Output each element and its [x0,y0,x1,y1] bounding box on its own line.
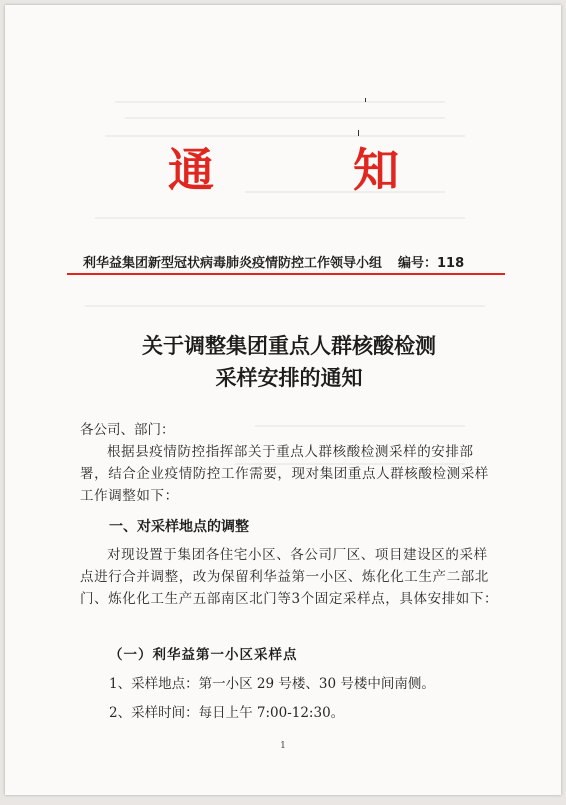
list-item: 2、采样时间：每日上午 7:00-12:30。 [109,705,345,721]
list-item: 1、采样地点：第一小区 29 号楼、30 号楼中间南侧。 [109,676,435,692]
section1-heading: 一、对采样地点的调整 [109,519,249,535]
section1-paragraph: 对现设置于集团各住宅小区、各公司厂区、项目建设区的采样点进行合并调整，改为保留利华益第一小区、炼化化工生产二部北门、炼化化工生产五部南区北门等3个固定采样点，具体安排如下： [80,547,499,607]
red-divider-line [67,273,505,275]
salutation: 各公司、部门： [80,422,175,438]
issuing-organization [83,252,503,271]
scan-mark [358,130,359,136]
scan-mark [365,98,366,102]
header-char-tong: 通 [168,143,214,197]
document-page [5,5,561,795]
header-char-zhi: 知 [353,143,399,197]
document-title-line1: 关于调整集团重点人群核酸检测 [142,333,436,358]
document-number: 编号：118 [398,256,465,271]
document-title-line2: 采样安排的通知 [215,365,363,390]
subsection1-heading: （一）利华益第一小区采样点 [109,647,298,663]
page-number: 1 [280,741,286,751]
organization-name: 利华益集团新型冠状病毒肺炎疫情防控工作领导小组 [83,256,383,271]
intro-paragraph: 根据县疫情防控指挥部关于重点人群核酸检测采样的安排部署，结合企业疫情防控工作需要，现对集团重点人群核酸检测采样工作调整如下： [80,444,489,504]
